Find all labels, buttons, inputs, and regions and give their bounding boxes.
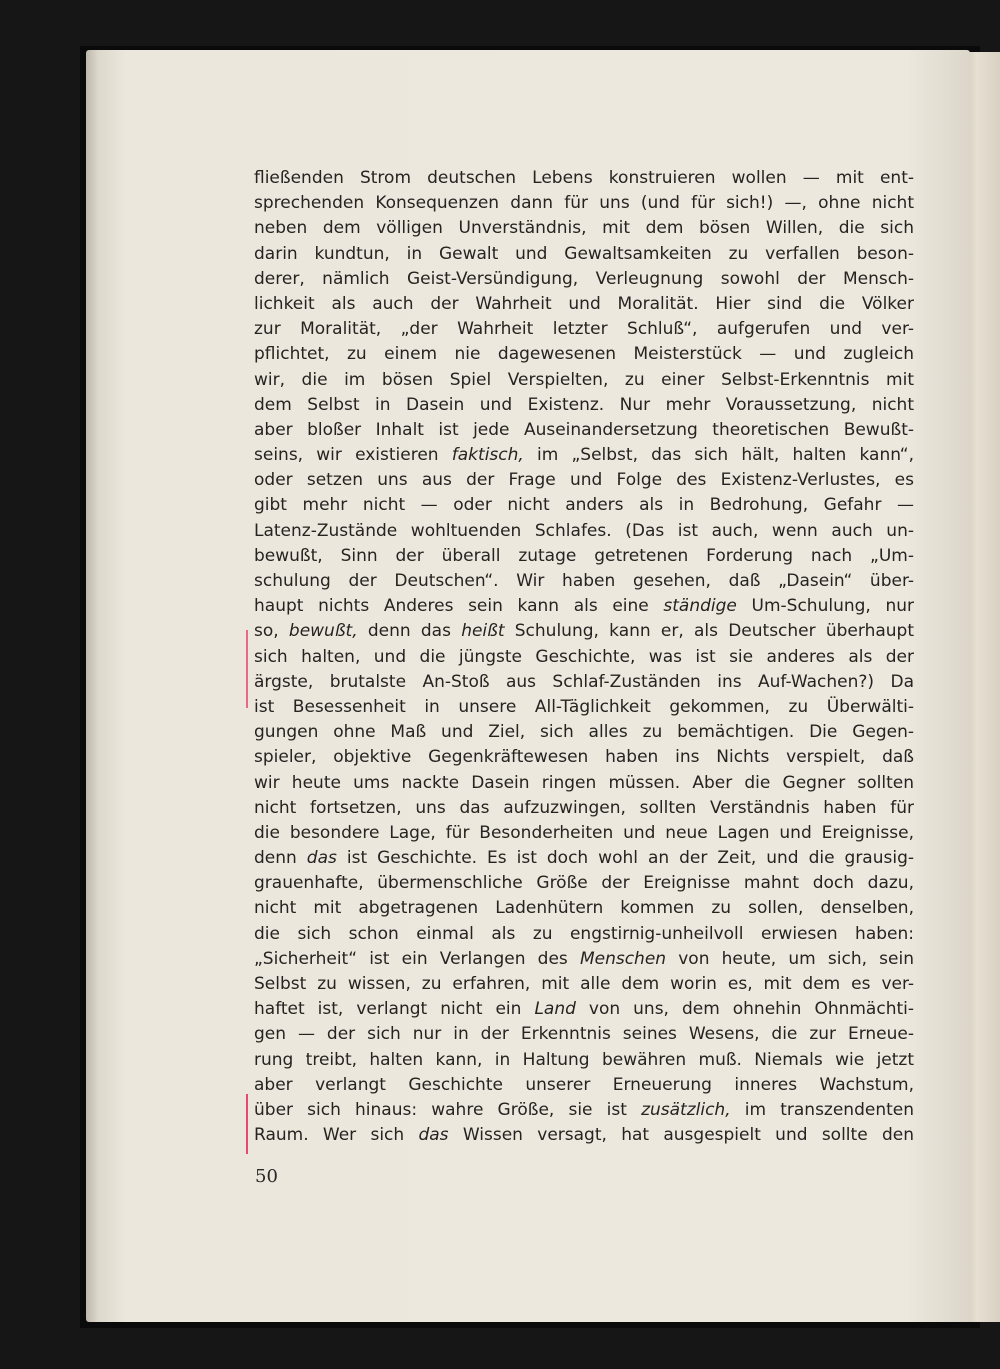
- text-line: [254, 544, 914, 569]
- text-line: [254, 493, 914, 518]
- text-line: [254, 645, 914, 670]
- text-line: [254, 1022, 914, 1047]
- text-line: [254, 267, 914, 292]
- emphasis-text: zusätzlich,: [641, 1099, 731, 1120]
- text-line: [254, 972, 914, 997]
- text-segment: ärgste, brutalste An-Stoß aus Schlaf-Zuständen ins Auf-Wachen?) Da: [254, 671, 914, 692]
- text-segment: von heute, um sich, sein: [666, 948, 914, 969]
- text-segment: im transzendenten: [730, 1099, 915, 1120]
- text-line: [254, 1098, 914, 1123]
- emphasis-text: bewußt,: [288, 621, 358, 642]
- text-segment: grauenhafte, übermenschliche Größe der Ereignisse mahnt doch dazu,: [254, 873, 914, 894]
- text-line: [254, 997, 914, 1022]
- text-segment: bewußt, Sinn der überall zutage getretenen Forderung nach „Um-: [254, 545, 914, 566]
- text-segment: denn: [254, 848, 307, 869]
- text-segment: lichkeit als auch der Wahrheit und Moralität. Hier sind die Völker: [254, 293, 914, 314]
- text-line: [254, 796, 914, 821]
- text-segment: pflichtet, zu einem nie dagewesenen Meisterstück — und zugleich: [254, 344, 914, 365]
- margin-mark-lower: [246, 1094, 248, 1154]
- text-segment: über sich hinaus: wahre Größe, sie ist: [254, 1099, 642, 1120]
- text-segment: zur Moralität, „der Wahrheit letzter Schluß“, aufgerufen und ver-: [254, 319, 914, 340]
- text-line: [254, 821, 914, 846]
- text-line: [254, 292, 914, 317]
- text-line: [254, 1073, 914, 1098]
- text-segment: sich halten, und die jüngste Geschichte, was ist sie anderes als der: [254, 646, 914, 667]
- text-segment: nicht fortsetzen, uns das aufzuzwingen, sollten Verständnis haben für: [254, 797, 914, 818]
- text-segment: haftet ist, verlangt nicht ein: [254, 999, 535, 1020]
- text-line: [254, 393, 914, 418]
- text-line: [254, 342, 914, 367]
- text-segment: Wissen versagt, hat ausgespielt und sollte den: [448, 1125, 914, 1146]
- text-segment: dem Selbst in Dasein und Existenz. Nur mehr Voraussetzung, nicht: [254, 394, 914, 415]
- text-segment: so,: [254, 621, 289, 642]
- text-segment: ist Geschichte. Es ist doch wohl an der Zeit, und die grausig-: [336, 848, 915, 869]
- text-segment: gibt mehr nicht — oder nicht anders als in Bedrohung, Gefahr —: [254, 495, 914, 516]
- text-segment: seins, wir existieren: [254, 445, 452, 466]
- text-segment: schulung der Deutschen“. Wir haben gesehen, daß „Dasein“ über-: [254, 571, 914, 591]
- text-segment: aber bloßer Inhalt ist jede Auseinandersetzung theoretischen Bewußt-: [254, 419, 914, 440]
- text-line: [254, 896, 914, 921]
- text-segment: oder setzen uns aus der Frage und Folge des Existenz-Verlustes, es: [254, 470, 914, 491]
- text-segment: wir, die im bösen Spiel Verspielten, zu einer Selbst-Erkenntnis mit: [254, 369, 914, 390]
- text-line: [254, 468, 914, 493]
- emphasis-text: faktisch,: [451, 445, 524, 466]
- body-text: [254, 166, 914, 1148]
- emphasis-text: ständige: [663, 596, 737, 617]
- text-line: [254, 619, 914, 644]
- text-line: [254, 1048, 914, 1073]
- emphasis-text: Menschen: [579, 948, 667, 969]
- text-line: [254, 846, 914, 871]
- text-segment: gungen ohne Maß und Ziel, sich alles zu bemächtigen. Die Gegen-: [254, 722, 914, 743]
- text-segment: von uns, dem ohnehin Ohnmächti-: [575, 999, 914, 1020]
- emphasis-text: das: [306, 848, 337, 869]
- text-segment: wir heute ums nackte Dasein ringen müssen. Aber die Gegner sollten: [254, 772, 914, 793]
- text-segment: denn das: [357, 621, 462, 642]
- emphasis-text: das: [418, 1125, 449, 1146]
- text-line: [254, 191, 914, 216]
- text-line: [254, 922, 914, 947]
- text-segment: Latenz-Zustände wohltuenden Schlafes. (Das ist auch, wenn auch un-: [254, 520, 914, 541]
- text-segment: die besondere Lage, für Besonderheiten und neue Lagen und Ereignisse,: [254, 822, 914, 843]
- text-segment: aber verlangt Geschichte unserer Erneuerung inneres Wachstum,: [254, 1074, 914, 1095]
- text-line: [254, 569, 914, 594]
- text-segment: fließenden Strom deutschen Lebens konstruieren wollen — mit ent-: [254, 168, 914, 188]
- emphasis-text: heißt: [461, 621, 505, 642]
- emphasis-text: Land: [534, 999, 576, 1020]
- page-number: 50: [255, 1166, 278, 1187]
- text-line: [254, 1123, 914, 1148]
- text-line: [254, 871, 914, 896]
- text-segment: Selbst zu wissen, zu erfahren, mit alle dem worin es, mit dem es ver-: [254, 974, 914, 994]
- text-line: [254, 771, 914, 796]
- text-line: [254, 594, 914, 619]
- text-line: [254, 720, 914, 745]
- text-segment: Schulung, kann er, als Deutscher überhaupt: [504, 621, 914, 642]
- text-line: [254, 216, 914, 241]
- text-segment: gen — der sich nur in der Erkenntnis seines Wesens, die zur Erneue-: [254, 1024, 914, 1045]
- text-line: [254, 368, 914, 393]
- text-segment: neben dem völligen Unverständnis, mit dem bösen Willen, die sich: [254, 218, 914, 239]
- text-line: [254, 166, 914, 191]
- text-segment: spieler, objektive Gegenkräftewesen haben ins Nichts verspielt, daß: [254, 747, 914, 768]
- text-line: [254, 745, 914, 770]
- text-segment: nicht mit abgetragenen Ladenhütern kommen zu sollen, denselben,: [254, 898, 914, 919]
- text-segment: darin kundtun, in Gewalt und Gewaltsamkeiten zu verfallen beson-: [254, 243, 914, 264]
- text-line: [254, 242, 914, 267]
- margin-mark-upper: [246, 630, 248, 708]
- text-line: [254, 947, 914, 972]
- text-segment: „Sicherheit“ ist ein Verlangen des: [254, 948, 580, 969]
- text-segment: Raum. Wer sich: [254, 1125, 419, 1146]
- text-segment: haupt nichts Anderes sein kann als eine: [254, 596, 664, 617]
- text-segment: die sich schon einmal als zu engstirnig-unheilvoll erwiesen haben:: [254, 923, 914, 944]
- text-line: [254, 695, 914, 720]
- text-line: [254, 519, 914, 544]
- text-line: [254, 670, 914, 695]
- text-segment: Um-Schulung, nur: [736, 596, 915, 617]
- text-segment: im „Selbst, das sich hält, halten kann“,: [523, 445, 914, 466]
- text-line: [254, 443, 914, 468]
- text-segment: rung treibt, halten kann, in Haltung bewähren muß. Niemals wie jetzt: [254, 1049, 914, 1070]
- text-segment: derer, nämlich Geist-Versündigung, Verleugnung sowohl der Mensch-: [254, 268, 914, 289]
- text-line: [254, 317, 914, 342]
- text-segment: ist Besessenheit in unsere All-Täglichkeit gekommen, zu Überwälti-: [254, 696, 914, 717]
- text-line: [254, 418, 914, 443]
- text-segment: sprechenden Konsequenzen dann für uns (und für sich!) —, ohne nicht: [254, 193, 914, 214]
